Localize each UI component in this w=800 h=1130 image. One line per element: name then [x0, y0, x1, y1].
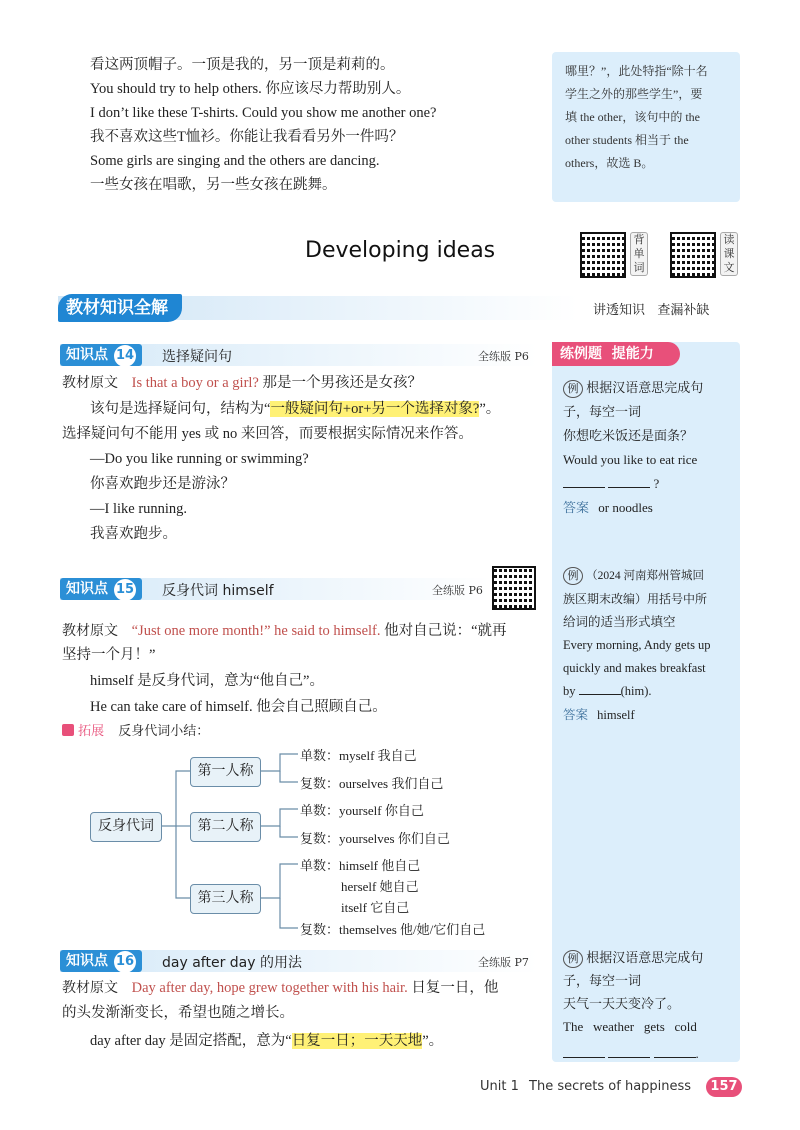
- qr-label-char: 文: [723, 261, 735, 274]
- example-line: —Do you like running or swimming?: [90, 451, 309, 467]
- tree-value: myself 我自己: [339, 748, 417, 763]
- tree-item: [300, 828, 450, 847]
- question-en: Every morning, Andy gets up: [563, 638, 711, 652]
- question-en: quickly and makes breakfast: [563, 661, 706, 675]
- note-line: others，故选 B。: [565, 156, 654, 170]
- question-text: 根据汉语意思完成句: [586, 380, 704, 395]
- answer-text: himself: [597, 708, 635, 722]
- tree-root: 反身代词: [90, 812, 162, 842]
- tree-value: himself 他自己: [339, 858, 421, 873]
- example-tag: 例: [563, 950, 583, 968]
- orig-cn: 那是一个男孩还是女孩？: [258, 375, 422, 391]
- kp-ref: 全练版 P7: [478, 956, 529, 969]
- practice-header: 练例题 提能力: [552, 342, 680, 366]
- text-line: Some girls are singing and the others are dancing.: [90, 153, 380, 169]
- kp-badge-16: [60, 950, 142, 972]
- question-text: 子，每空一词: [563, 973, 642, 988]
- question-text: 给词的适当形式填空: [563, 615, 676, 629]
- orig-en: Day after day, hope grew together with his hair.: [131, 980, 408, 996]
- kp-label: 知识点: [66, 953, 108, 969]
- note-line: other students 相当于 the: [565, 133, 689, 147]
- tree-second-person: 第二人称: [190, 812, 261, 842]
- tree-item: [300, 919, 485, 938]
- example-3: [563, 946, 735, 1065]
- example-2: [563, 564, 735, 727]
- kp16-original: [62, 977, 498, 999]
- text-line: 我不喜欢这些T恤衫。你能让我看看另外一件吗？: [90, 129, 404, 145]
- example-line: 我喜欢跑步。: [90, 526, 177, 542]
- kp16-explain: [90, 1030, 443, 1052]
- banner-right-text: 讲透知识 查漏补缺: [593, 303, 710, 318]
- exp-text: day after day 是固定搭配，意为“: [90, 1033, 292, 1049]
- kp-number: 15: [114, 579, 136, 601]
- question-en: (him).: [620, 684, 652, 698]
- example-tag: 例: [563, 567, 583, 585]
- question-cn: 天气一天天变冷了。: [563, 996, 681, 1011]
- text-line: You should try to help others. 你应该尽力帮助别人。: [90, 81, 411, 97]
- note-line: 哪里？”，此处特指“除十名: [565, 64, 708, 78]
- kp15-original-cont: 坚持一个月！”: [62, 647, 156, 663]
- blank[interactable]: [608, 477, 650, 488]
- kp15-explain-2: He can take care of himself. 他会自己照顾自己。: [90, 699, 387, 715]
- kp-label: 知识点: [66, 347, 108, 363]
- blank[interactable]: [654, 1047, 696, 1058]
- question-en: Would you like to eat rice: [563, 452, 698, 467]
- text-line: I don’t like these T-shirts. Could you show me another one?: [90, 105, 437, 121]
- tree-pl-label: 复数：: [300, 776, 340, 791]
- tree-pl-label: 复数：: [300, 922, 340, 937]
- tree-item: [300, 800, 424, 819]
- kp-ref: 全练版 P6: [432, 584, 483, 597]
- kp14-explain-2: 选择疑问句不能用 yes 或 no 来回答，而要根据实际情况来作答。: [62, 426, 473, 442]
- question-text: 根据汉语意思完成句: [586, 950, 704, 965]
- tree-sg-label: 单数：: [300, 803, 340, 818]
- exp-text: ”。: [422, 1033, 444, 1049]
- kp-ref: 全练版 P6: [478, 350, 529, 363]
- orig-label: 教材原文: [62, 375, 118, 391]
- question-cn: 你想吃米饭还是面条？: [563, 428, 694, 443]
- banner-title: 教材知识全解: [58, 294, 182, 322]
- note-line: 填 the other，该句中的 the: [565, 110, 700, 124]
- exp-highlight: 一般疑问句+or+另一个选择对象?: [270, 401, 480, 417]
- text-line: 一些女孩在唱歌，另一些女孩在跳舞。: [90, 177, 337, 193]
- qr-label-char: 读: [723, 233, 735, 246]
- punct: .: [695, 1046, 699, 1061]
- qr-label-char: 词: [633, 261, 645, 274]
- tree-value: yourself 你自己: [339, 803, 424, 818]
- section-title: Developing ideas: [305, 238, 496, 263]
- exp-text: 该句是选择疑问句，结构为“: [90, 401, 271, 417]
- question-en: by: [563, 684, 576, 698]
- question-en: The weather gets cold: [563, 1019, 697, 1034]
- extension-tag: 拓展: [78, 724, 105, 739]
- question-text: （2024 河南郑州管城回: [586, 570, 704, 582]
- tree-sg-label: 单数：: [300, 748, 340, 763]
- punct: ?: [653, 476, 660, 491]
- page-number: 157: [706, 1077, 742, 1097]
- orig-en: “Just one more month!” he said to himself.: [131, 623, 381, 639]
- orig-label: 教材原文: [62, 980, 118, 996]
- note-line: 学生之外的那些学生”，要: [565, 87, 703, 101]
- tree-sg-label: 单数：: [300, 858, 340, 873]
- tree-item: [300, 773, 443, 792]
- orig-label: 教材原文: [62, 623, 118, 639]
- exp-text: ”。: [479, 401, 501, 417]
- kp-title: 选择疑问句: [162, 349, 232, 365]
- example-line: —I like running.: [90, 501, 188, 517]
- blank[interactable]: [563, 477, 605, 488]
- kp16-original-cont: 的头发渐渐变长，希望也随之增长。: [62, 1005, 294, 1021]
- tree-value: ourselves 我们自己: [339, 776, 444, 791]
- blank[interactable]: [579, 684, 621, 695]
- kp-title: 反身代词 himself: [162, 583, 274, 599]
- answer-label: 答案: [563, 501, 590, 516]
- footer: [480, 1079, 691, 1094]
- qr-label-char: 单: [633, 247, 645, 260]
- footer-title: The secrets of happiness: [529, 1079, 692, 1094]
- kp-title: day after day 的用法: [162, 955, 302, 971]
- example-1: [563, 376, 733, 521]
- qr-label-char: 课: [723, 247, 735, 260]
- exp-highlight: 日复一日；一天天地: [291, 1033, 423, 1049]
- example-line: 你喜欢跑步还是游泳？: [90, 476, 235, 492]
- blank[interactable]: [563, 1047, 605, 1058]
- tree-first-person: 第一人称: [190, 757, 261, 787]
- example-tag: 例: [563, 380, 583, 398]
- tree-pl-label: 复数：: [300, 831, 340, 846]
- answer-text: or noodles: [598, 500, 653, 515]
- qr-label-char: 背: [633, 233, 645, 246]
- orig-cn: 日复一日，他: [407, 980, 499, 996]
- kp-number: 16: [114, 951, 136, 973]
- kp-label: 知识点: [66, 581, 108, 597]
- tree-value: themselves 他/她/它们自己: [339, 922, 486, 937]
- text-line: 看这两顶帽子。一顶是我的，另一顶是莉莉的。: [90, 57, 395, 73]
- extension-title: 反身代词小结：: [118, 723, 210, 738]
- footer-unit: Unit 1: [480, 1079, 519, 1094]
- orig-en: Is that a boy or a girl?: [131, 375, 259, 391]
- kp15-explain-1: himself 是反身代词，意为“他自己”。: [90, 673, 324, 689]
- answer-label: 答案: [563, 707, 589, 722]
- tree-value: herself 她自己: [341, 879, 419, 894]
- tree-item: [300, 855, 420, 874]
- question-text: 子，每空一词: [563, 404, 642, 419]
- tree-value: itself 它自己: [341, 900, 410, 915]
- blank[interactable]: [608, 1047, 650, 1058]
- kp-number: 14: [114, 345, 136, 367]
- orig-cn: 他对自己说：“就再: [380, 623, 507, 639]
- tree-value: yourselves 你们自己: [339, 831, 450, 846]
- tree-third-person: 第三人称: [190, 884, 261, 914]
- question-text: 族区期末改编）用括号中所: [563, 592, 708, 606]
- tree-item: [300, 745, 417, 764]
